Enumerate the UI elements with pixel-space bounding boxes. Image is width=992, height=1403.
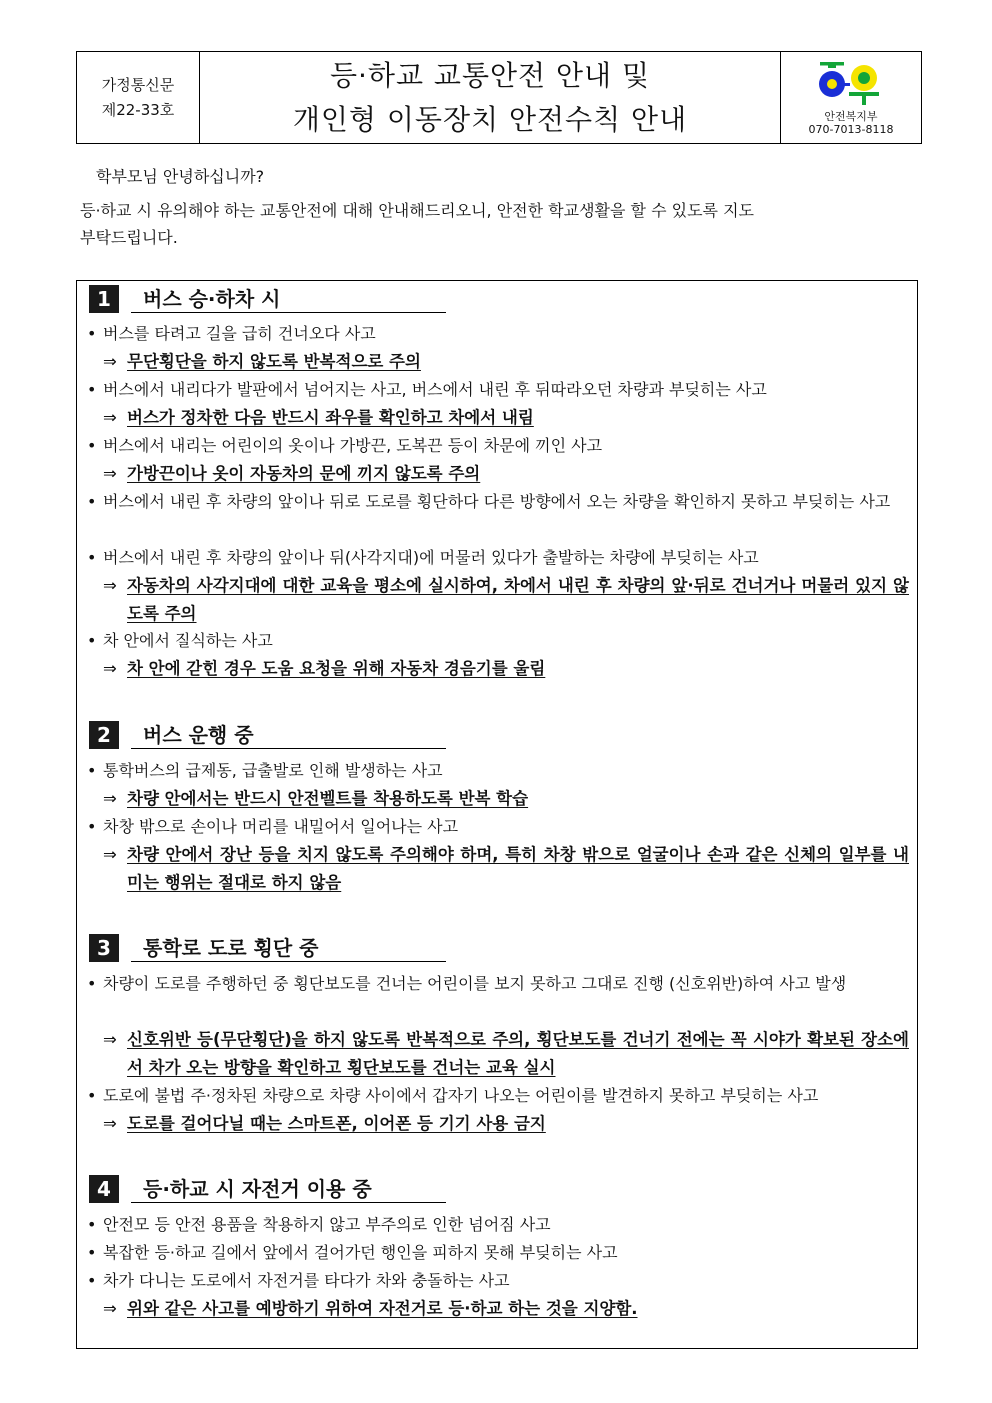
section-4-header [89, 1175, 446, 1203]
document-header [76, 51, 922, 144]
list-item: • 버스에서 내린 후 차량의 앞이나 뒤(사각지대)에 머물러 있다가 출발하는 차량에 부딪히는 사고 [87, 548, 759, 567]
department-phone: 070-7013-8118 [808, 123, 894, 136]
safety-rule: ⇒ 차량 안에서는 반드시 안전벨트를 착용하도록 반복 학습 [103, 789, 529, 808]
list-item: • 안전모 등 안전 용품을 착용하지 않고 부주의로 인한 넘어짐 사고 [87, 1215, 551, 1234]
intro-line-2: 부탁드립니다. [80, 228, 178, 247]
section-title: 등·하교 시 자전거 이용 중 [131, 1175, 446, 1203]
safety-rule: ⇒ 버스가 정차한 다음 반드시 좌우를 확인하고 차에서 내림 [103, 408, 534, 427]
doc-info [77, 52, 200, 143]
safety-rule: ⇒ 무단횡단을 하지 않도록 반복적으로 주의 [103, 352, 421, 371]
school-logo-icon [818, 60, 884, 106]
section-1-header [89, 285, 446, 313]
department-name: 안전복지부 [824, 110, 878, 123]
safety-rule: ⇒ 자동차의 사각지대에 대한 교육을 평소에 실시하여, 차에서 내린 후 차량의 앞·뒤로 건너거나 머물러 있지 않도록 주의 [103, 576, 909, 623]
doc-number: 제22-33호 [101, 100, 175, 119]
list-item: • 도로에 불법 주·정차된 차량으로 차량 사이에서 갑자기 나오는 어린이를 발견하지 못하고 부딪히는 사고 [87, 1086, 819, 1105]
intro-paragraph [80, 197, 922, 251]
list-item: • 차창 밖으로 손이나 머리를 내밀어서 일어나는 사고 [87, 817, 459, 836]
list-item: • 버스에서 내린 후 차량의 앞이나 뒤로 도로를 횡단하다 다른 방향에서 오는 차량을 확인하지 못하고 부딪히는 사고 [87, 492, 891, 511]
dept-info [780, 52, 921, 143]
section-number: 4 [89, 1175, 119, 1203]
list-item: • 버스에서 내리다가 발판에서 넘어지는 사고, 버스에서 내린 후 뒤따라오던 차량과 부딪히는 사고 [87, 380, 767, 399]
content-box [76, 280, 918, 1349]
safety-rule: ⇒ 위와 같은 사고를 예방하기 위하여 자전거로 등·하교 하는 것을 지양함. [103, 1299, 638, 1318]
title-line-2: 개인형 이동장치 안전수칙 안내 [292, 102, 688, 136]
list-item: • 버스를 타려고 길을 급히 건너오다 사고 [87, 324, 376, 343]
safety-rule: ⇒ 차 안에 갇힌 경우 도움 요청을 위해 자동차 경음기를 울림 [103, 659, 546, 678]
safety-rule: ⇒ 차량 안에서 장난 등을 치지 않도록 주의해야 하며, 특히 차창 밖으로 얼굴이나 손과 같은 신체의 일부를 내미는 행위는 절대로 하지 않음 [103, 845, 909, 892]
safety-rule: ⇒ 신호위반 등(무단횡단)을 하지 않도록 반복적으로 주의, 횡단보도를 건너기 전에는 꼭 시야가 확보된 장소에서 차가 오는 방향을 확인하고 횡단보도를 건너는 교육 실시 [103, 1030, 909, 1077]
list-item: • 차량이 도로를 주행하던 중 횡단보도를 건너는 어린이를 보지 못하고 그대로 진행 (신호위반)하여 사고 발생 [87, 974, 847, 993]
section-number: 2 [89, 721, 119, 749]
section-number: 3 [89, 934, 119, 962]
list-item: • 차가 다니는 도로에서 자전거를 타다가 차와 충돌하는 사고 [87, 1271, 510, 1290]
section-title: 통학로 도로 횡단 중 [131, 934, 446, 962]
safety-rule: ⇒ 도로를 걸어다닐 때는 스마트폰, 이어폰 등 기기 사용 금지 [103, 1114, 546, 1133]
page-title [200, 52, 780, 143]
safety-rule: ⇒ 가방끈이나 옷이 자동차의 문에 끼지 않도록 주의 [103, 464, 481, 483]
list-item: • 차 안에서 질식하는 사고 [87, 631, 273, 650]
section-number: 1 [89, 285, 119, 313]
list-item: • 버스에서 내리는 어린이의 옷이나 가방끈, 도복끈 등이 차문에 끼인 사고 [87, 436, 603, 455]
list-item: • 통학버스의 급제동, 급출발로 인해 발생하는 사고 [87, 761, 443, 780]
section-2-header [89, 721, 446, 749]
greeting: 학부모님 안녕하십니까? [96, 167, 265, 186]
doc-type: 가정통신문 [101, 75, 175, 94]
section-title: 버스 승·하차 시 [131, 285, 446, 313]
section-title: 버스 운행 중 [131, 721, 446, 749]
section-3-header [89, 934, 446, 962]
title-line-1: 등·하교 교통안전 안내 및 [329, 58, 651, 92]
intro-line-1: 등·하교 시 유의해야 하는 교통안전에 대해 안내해드리오니, 안전한 학교생활을 할 수 있도록 지도 [80, 201, 754, 220]
list-item: • 복잡한 등·하교 길에서 앞에서 걸어가던 행인을 피하지 못해 부딪히는 사고 [87, 1243, 618, 1262]
